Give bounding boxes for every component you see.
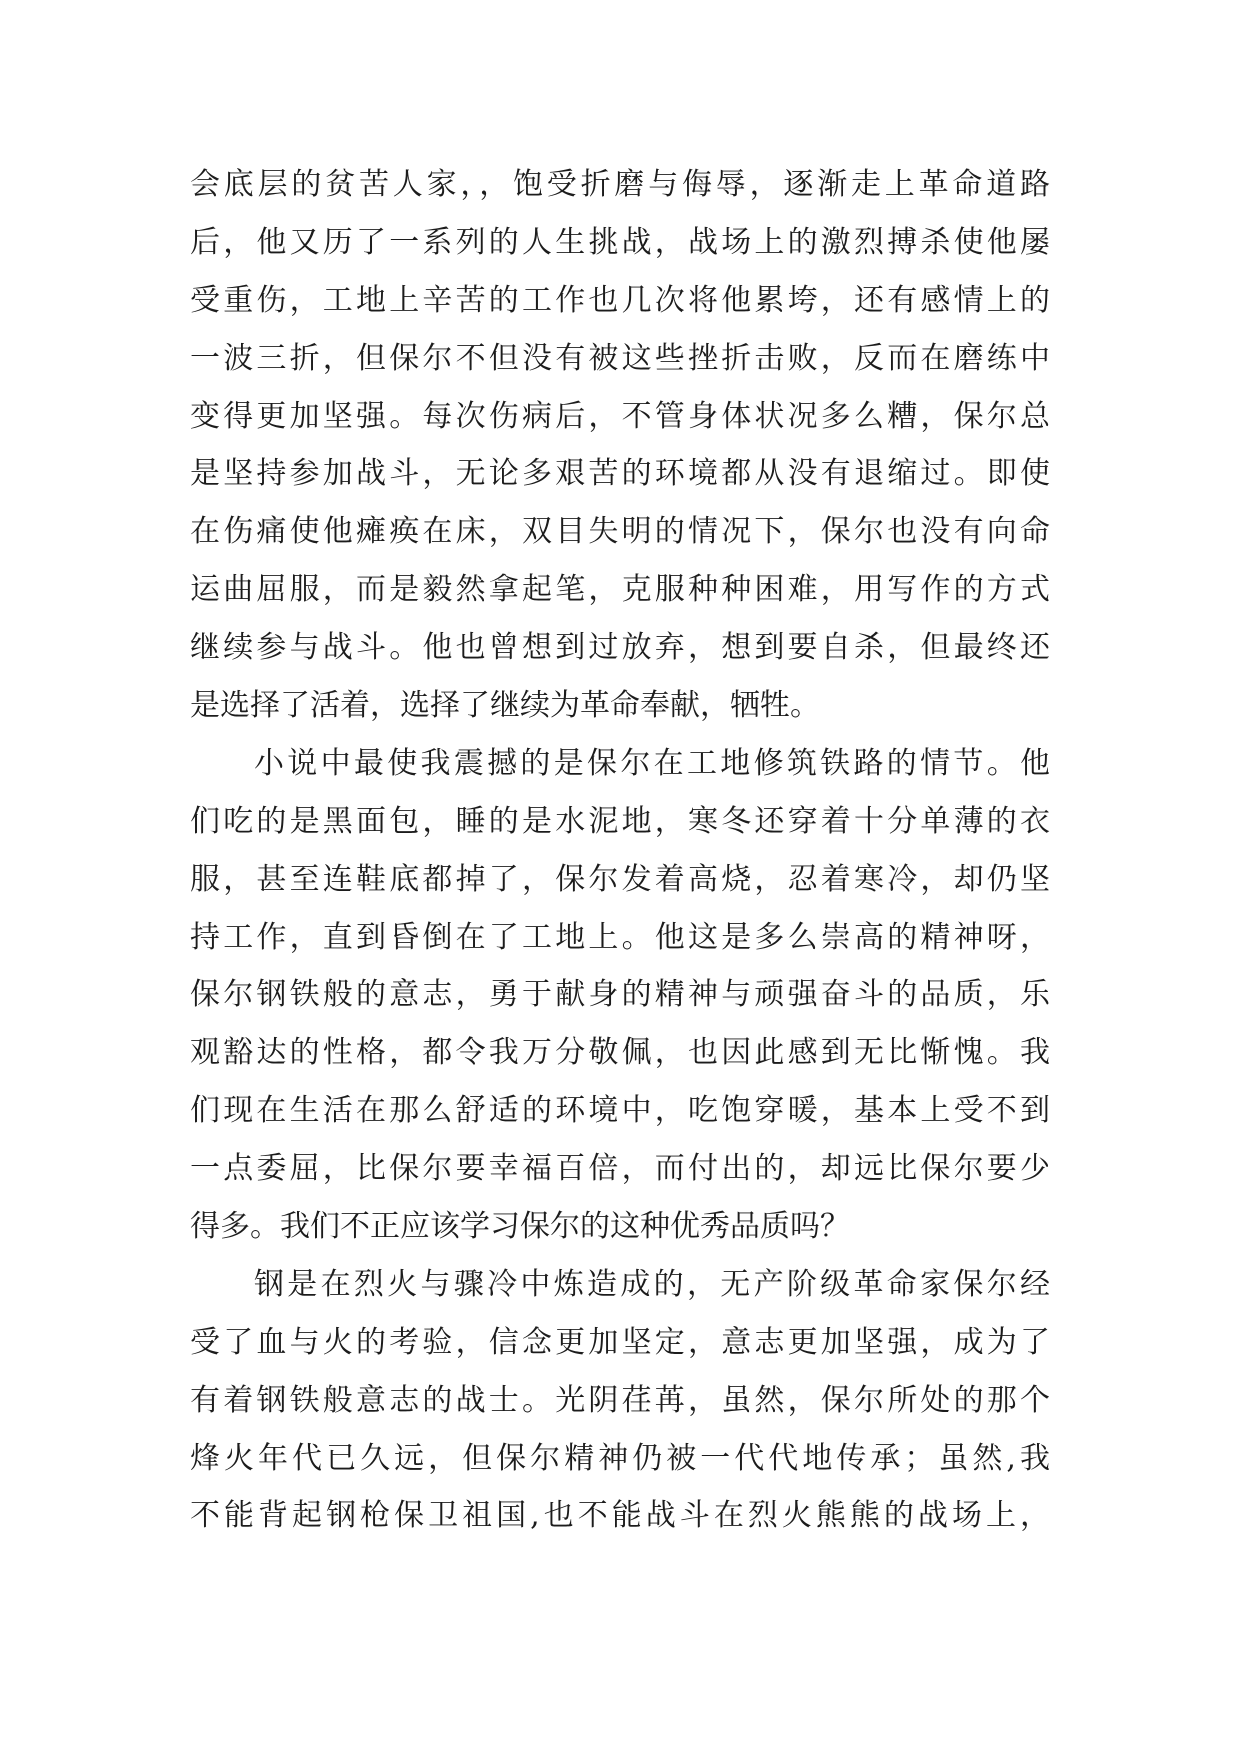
text-line: 后，他又历了一系列的人生挑战，战场上的激烈搏杀使他屡 bbox=[190, 224, 1050, 260]
text-line: 钢是在烈火与骤冷中炼造成的，无产阶级革命家保尔经 bbox=[254, 1266, 1050, 1302]
text-line: 一波三折，但保尔不但没有被这些挫折击败，反而在磨练中 bbox=[190, 340, 1050, 376]
text-line: 观豁达的性格，都令我万分敬佩，也因此感到无比惭愧。我 bbox=[190, 1035, 1050, 1071]
text-line: 服，甚至连鞋底都掉了，保尔发着高烧，忍着寒冷，却仍坚 bbox=[190, 861, 1050, 897]
text-line: 烽火年代已久远，但保尔精神仍被一代代地传承；虽然,我 bbox=[190, 1440, 1050, 1476]
text-line: 运曲屈服，而是毅然拿起笔，克服种种困难，用写作的方式 bbox=[190, 572, 1050, 608]
text-line: 一点委屈，比保尔要幸福百倍，而付出的，却远比保尔要少 bbox=[190, 1151, 1050, 1187]
text-line: 持工作，直到昏倒在了工地上。他这是多么崇高的精神呀， bbox=[190, 919, 1050, 955]
text-line: 继续参与战斗。他也曾想到过放弃，想到要自杀，但最终还 bbox=[190, 630, 1050, 666]
text-line: 是选择了活着，选择了继续为革命奉献，牺牲。 bbox=[190, 688, 820, 724]
text-line: 们吃的是黑面包，睡的是水泥地，寒冬还穿着十分单薄的衣 bbox=[190, 803, 1050, 839]
text-line: 们现在生活在那么舒适的环境中，吃饱穿暖，基本上受不到 bbox=[190, 1093, 1050, 1129]
text-line: 有着钢铁般意志的战士。光阴荏苒，虽然，保尔所处的那个 bbox=[190, 1382, 1050, 1418]
text-line: 得多。我们不正应该学习保尔的这种优秀品质吗？ bbox=[190, 1209, 850, 1245]
text-line: 受了血与火的考验，信念更加坚定，意志更加坚强，成为了 bbox=[190, 1324, 1050, 1360]
text-line: 小说中最使我震撼的是保尔在工地修筑铁路的情节。他 bbox=[254, 745, 1050, 781]
text-line: 受重伤，工地上辛苦的工作也几次将他累垮，还有感情上的 bbox=[190, 282, 1050, 318]
text-line: 不能背起钢枪保卫祖国,也不能战斗在烈火熊熊的战场上， bbox=[190, 1498, 1050, 1534]
text-line: 会底层的贫苦人家，，饱受折磨与侮辱，逐渐走上革命道路 bbox=[190, 167, 1050, 202]
text-line: 是坚持参加战斗，无论多艰苦的环境都从没有退缩过。即使 bbox=[190, 456, 1050, 492]
text-line: 在伤痛使他瘫痪在床，双目失明的情况下，保尔也没有向命 bbox=[190, 514, 1050, 550]
text-line: 变得更加坚强。每次伤病后，不管身体状况多么糟，保尔总 bbox=[190, 398, 1050, 434]
text-line: 保尔钢铁般的意志，勇于献身的精神与顽强奋斗的品质，乐 bbox=[190, 977, 1050, 1013]
document-body bbox=[190, 156, 1050, 1545]
